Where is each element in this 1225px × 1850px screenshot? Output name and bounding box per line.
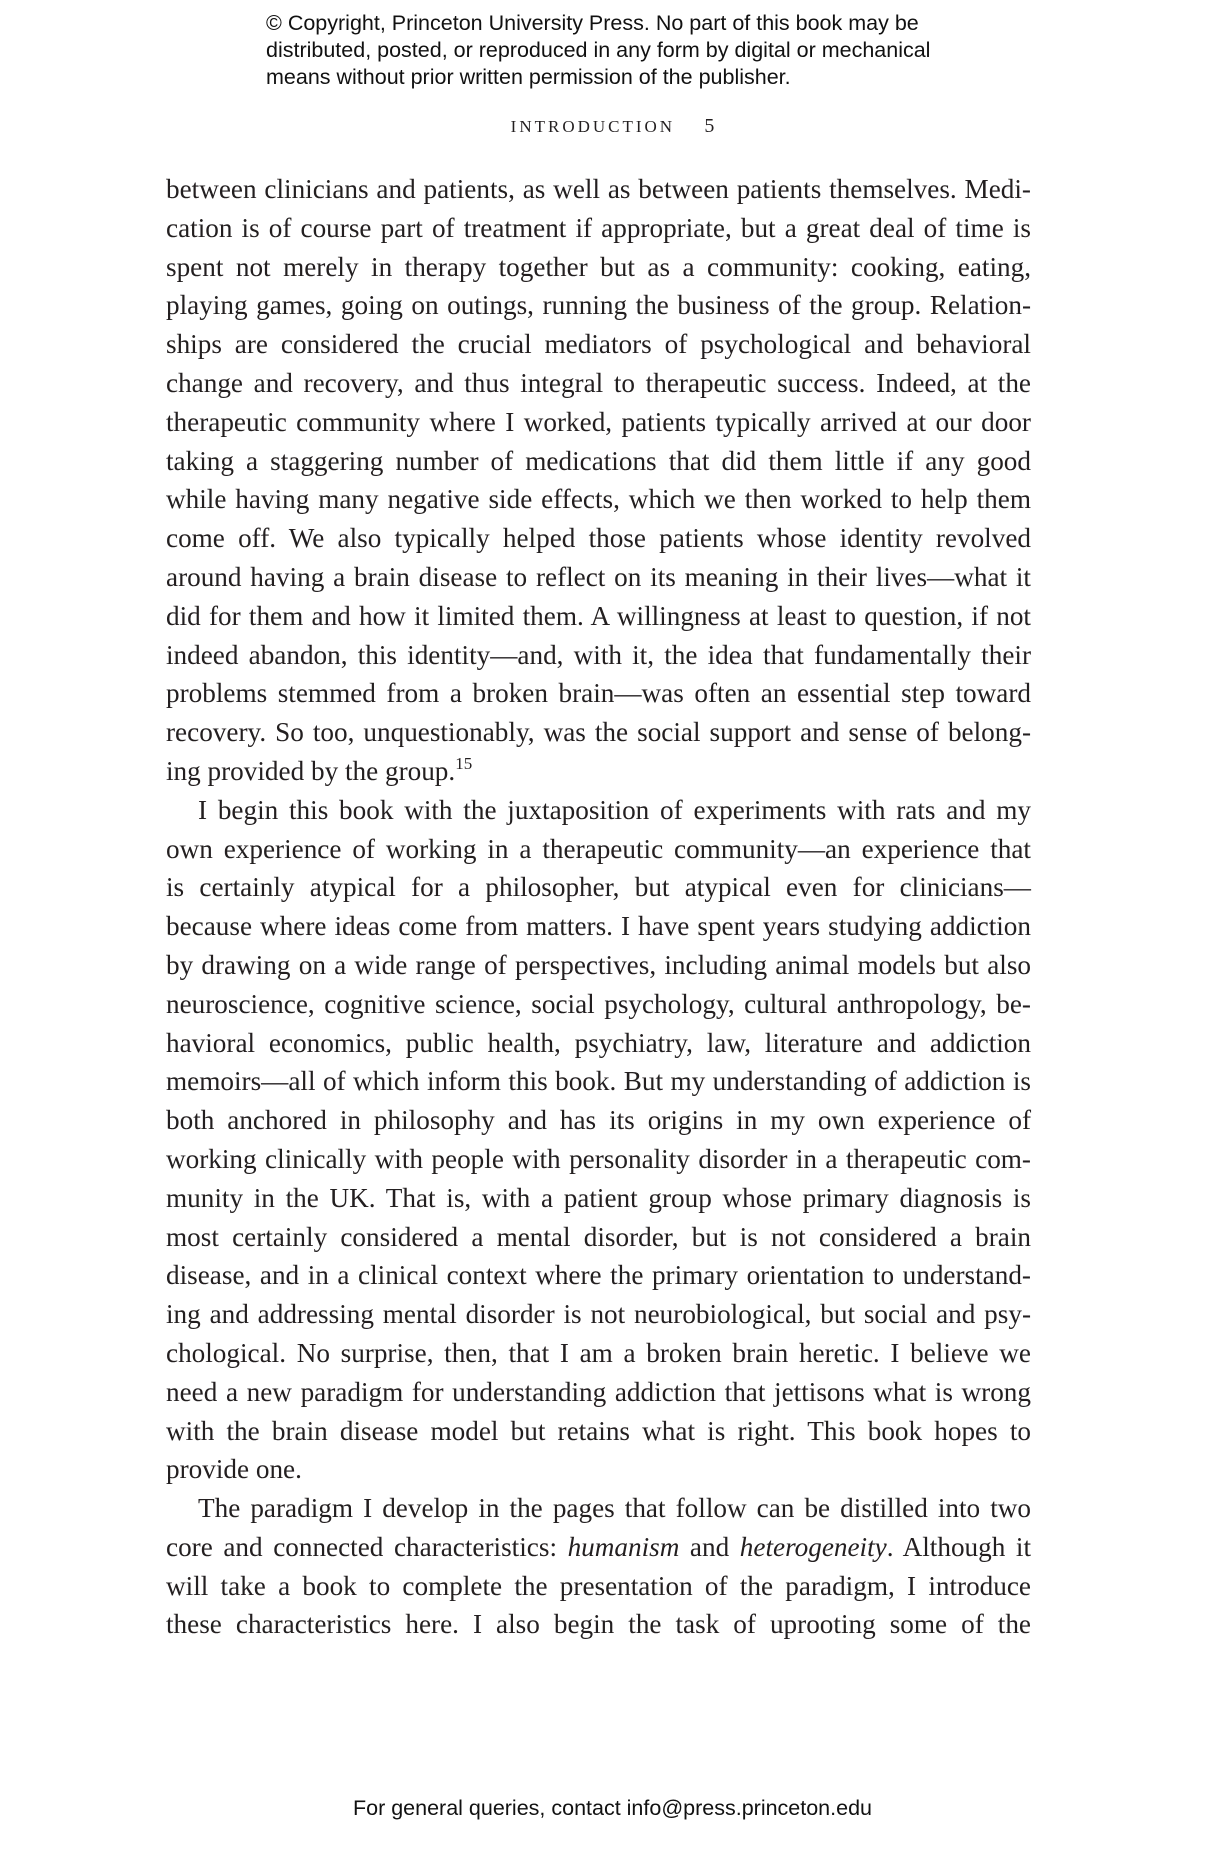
text-line: taking a staggering number of medications that did them little if any good — [166, 445, 1031, 476]
paragraph — [166, 791, 1031, 1489]
text-line: ships are considered the crucial mediators of psychological and behavioral — [166, 329, 1031, 360]
text-segment: and — [679, 1531, 740, 1562]
running-head — [0, 115, 1225, 138]
text-line: come off. We also typically helped those patients whose identity revolved — [166, 523, 1031, 554]
text-line — [166, 1528, 1031, 1567]
text-line: chological. No surprise, then, that I am a broken brain heretic. I believe we — [166, 1337, 1031, 1368]
copyright-notice — [266, 10, 1026, 91]
running-head-title: INTRODUCTION — [510, 117, 676, 136]
text-line: I begin this book with the juxtaposition of experiments with rats and my — [198, 794, 1031, 825]
text-line: working clinically with people with personality disorder in a therapeutic com- — [166, 1143, 1031, 1174]
text-line: own experience of working in a therapeutic community—an experience that — [166, 833, 1031, 864]
text-line: both anchored in philosophy and has its origins in my own experience of — [166, 1105, 1031, 1136]
footer-contact: For general queries, contact info@press.princeton.edu — [352, 1796, 872, 1820]
text-line: provide one. — [166, 1454, 302, 1485]
text-line: therapeutic community where I worked, patients typically arrived at our door — [166, 406, 1031, 437]
text-line — [166, 752, 1031, 791]
text-line: while having many negative side effects, which we then worked to help them — [166, 484, 1031, 515]
text-line: recovery. So too, unquestionably, was the social support and sense of belong- — [166, 717, 1031, 748]
footnote-marker[interactable]: 15 — [455, 753, 473, 773]
text-line: havioral economics, public health, psychiatry, law, literature and addiction — [166, 1027, 1031, 1058]
text-line: indeed abandon, this identity—and, with it, the idea that fundamentally their — [166, 639, 1031, 670]
paragraph — [166, 170, 1031, 791]
text-line: with the brain disease model but retains what is right. This book hopes to — [166, 1415, 1031, 1446]
italic-term: humanism — [567, 1531, 680, 1562]
text-line: most certainly considered a mental disorder, but is not considered a brain — [166, 1221, 1031, 1252]
text-line: cation is of course part of treatment if appropriate, but a great deal of time is — [166, 212, 1031, 243]
copyright-line: © Copyright, Princeton University Press. No part of this book may be — [266, 11, 919, 35]
text-line: disease, and in a clinical context where the primary orientation to understand- — [166, 1260, 1031, 1291]
text-line-content: ing provided by the group. — [166, 755, 456, 786]
copyright-line: distributed, posted, or reproduced in any form by digital or mechanical — [266, 38, 931, 62]
text-line: The paradigm I develop in the pages that follow can be distilled into two — [198, 1493, 1031, 1524]
text-line: munity in the UK. That is, with a patient group whose primary diagnosis is — [166, 1182, 1031, 1213]
text-line: by drawing on a wide range of perspectives, including animal models but also — [166, 949, 1031, 980]
text-line: need a new paradigm for understanding addiction that jettisons what is wrong — [166, 1376, 1031, 1407]
text-line: change and recovery, and thus integral to therapeutic success. Indeed, at the — [166, 367, 1031, 398]
text-line: because where ideas come from matters. I have spent years studying addiction — [166, 911, 1031, 942]
copyright-line: means without prior written permission of the publisher. — [266, 65, 791, 89]
body-text — [166, 170, 1031, 1644]
text-line: is certainly atypical for a philosopher, but atypical even for clinicians— — [166, 872, 1031, 903]
paragraph — [166, 1489, 1031, 1644]
text-line: neuroscience, cognitive science, social psychology, cultural anthropology, be- — [166, 988, 1031, 1019]
page-number: 5 — [704, 115, 715, 137]
text-line: spent not merely in therapy together but as a community: cooking, eating, — [166, 251, 1031, 282]
text-line: around having a brain disease to reflect on its meaning in their lives—what it — [166, 561, 1031, 592]
text-line: memoirs—all of which inform this book. But my understanding of addiction is — [166, 1066, 1031, 1097]
text-line: these characteristics here. I also begin the task of uprooting some of the — [166, 1609, 1031, 1640]
text-segment: . Although it — [886, 1531, 1031, 1562]
text-line: will take a book to complete the presentation of the paradigm, I introduce — [166, 1570, 1031, 1601]
text-line: playing games, going on outings, running the business of the group. Relation- — [166, 290, 1031, 321]
text-segment: core and connected characteristics: — [166, 1531, 568, 1562]
italic-term: heterogeneity — [739, 1531, 887, 1562]
text-line: did for them and how it limited them. A willingness at least to question, if not — [166, 600, 1031, 631]
text-line: between clinicians and patients, as well as between patients themselves. Medi- — [166, 174, 1031, 204]
text-line: problems stemmed from a broken brain—was often an essential step toward — [166, 678, 1031, 709]
text-line: ing and addressing mental disorder is not neurobiological, but social and psy- — [166, 1299, 1031, 1330]
